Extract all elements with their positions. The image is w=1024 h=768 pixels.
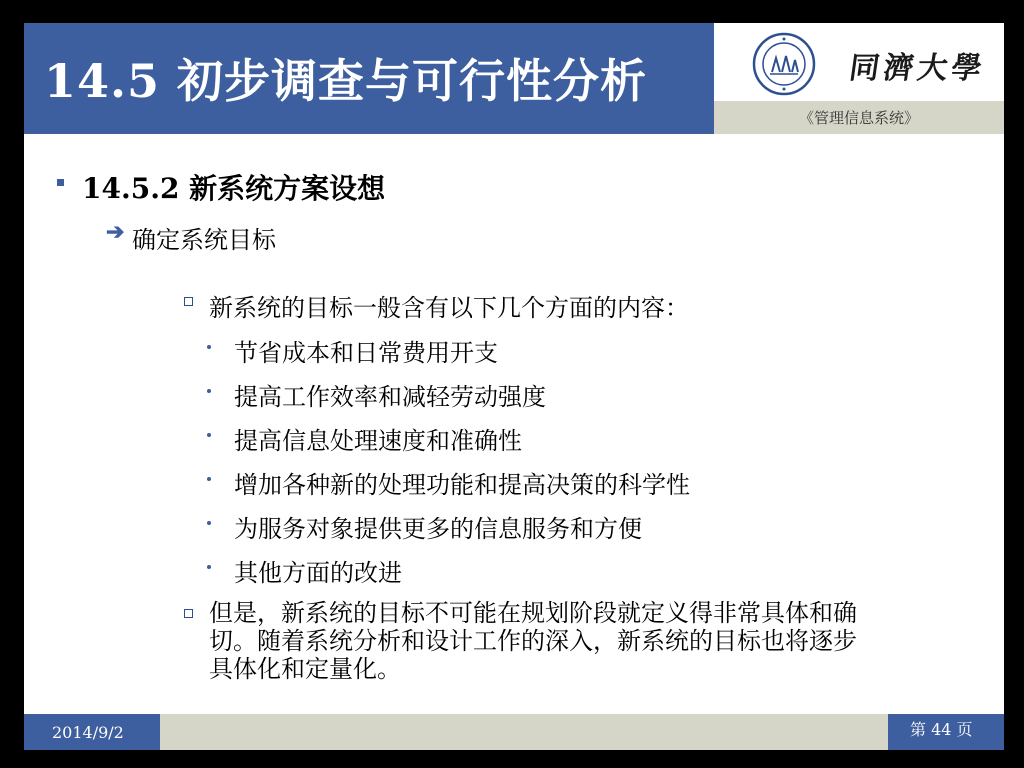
title-bar [24, 23, 714, 134]
page-number: 第 44 页 [910, 720, 973, 739]
slide [24, 23, 1004, 750]
footer-bar [160, 714, 888, 750]
subsection-heading-text: 确定系统目标 [132, 226, 276, 254]
square-bullet-icon [57, 179, 64, 186]
dot-bullet-icon [207, 389, 211, 393]
section-heading-text: 14.5.2 新系统方案设想 [82, 172, 386, 205]
university-name: 同濟大學 [847, 51, 988, 86]
goal-text: 其他方面的改进 [234, 559, 402, 587]
dot-bullet-icon [207, 345, 211, 349]
course-title: 《管理信息系统》 [798, 109, 919, 127]
arrow-bullet-icon: ➔ [106, 219, 125, 245]
intro-text: 新系统的目标一般含有以下几个方面的内容： [209, 294, 689, 322]
footer-date-box [24, 714, 160, 750]
course-bar [714, 101, 1004, 134]
note-text: 但是，新系统的目标不可能在规划阶段就定义得非常具体和确 切。随着系统分析和设计工作的深入，新系统的目标也将逐步 具体化和定量化。 [209, 599, 857, 683]
dot-bullet-icon [207, 565, 211, 569]
goal-text: 为服务对象提供更多的信息服务和方便 [234, 515, 642, 543]
slide-title: 14.5 初步调查与可行性分析 [44, 54, 648, 108]
footer [24, 714, 1004, 750]
dot-bullet-icon [207, 433, 211, 437]
goal-text: 提高信息处理速度和准确性 [234, 427, 522, 455]
university-seal-icon [752, 32, 816, 96]
dot-bullet-icon [207, 521, 211, 525]
footer-date: 2014/9/2 [52, 723, 124, 742]
goal-text: 提高工作效率和减轻劳动强度 [234, 383, 546, 411]
hollow-square-bullet-icon [184, 297, 193, 306]
logo-area [714, 23, 1004, 101]
footer-page-box [888, 714, 1004, 750]
hollow-square-bullet-icon [184, 609, 193, 618]
goal-text: 增加各种新的处理功能和提高决策的科学性 [234, 471, 690, 499]
dot-bullet-icon [207, 477, 211, 481]
goal-text: 节省成本和日常费用开支 [234, 339, 498, 367]
